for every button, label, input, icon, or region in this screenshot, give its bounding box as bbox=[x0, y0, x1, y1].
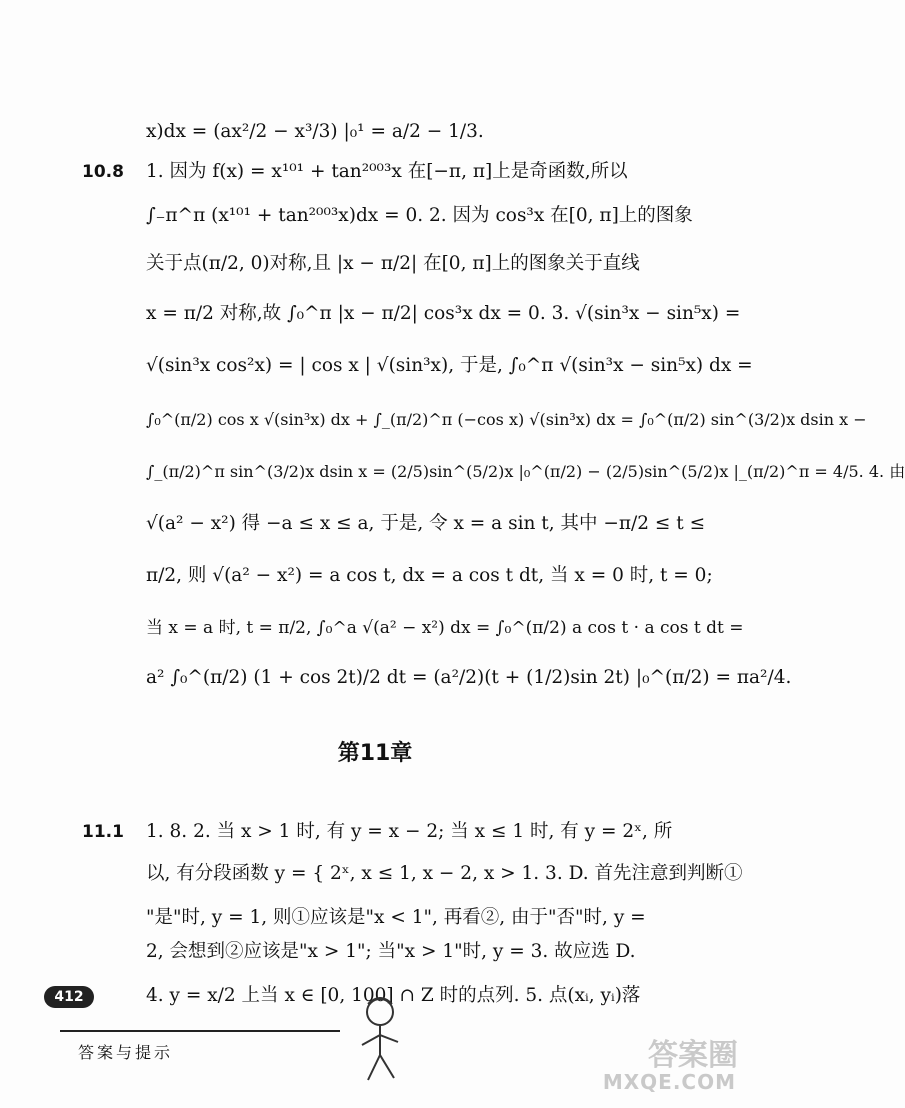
chapter-title: 第11章 bbox=[337, 741, 413, 766]
text-line: 1. 因为 f(x) = x¹⁰¹ + tan²⁰⁰³x 在[−π, π]上是奇函数,所以 bbox=[146, 161, 628, 182]
text-line: 关于点(π/2, 0)对称,且 |x − π/2| 在[0, π]上的图象关于直线 bbox=[146, 253, 640, 274]
text-line: 1. 8. 2. 当 x > 1 时, 有 y = x − 2; 当 x ≤ 1 时, 有 y = 2ˣ, 所 bbox=[146, 821, 673, 842]
text-line: √(sin³x cos²x) = | cos x | √(sin³x), 于是, ∫₀^π √(sin³x − sin⁵x) dx = bbox=[146, 355, 753, 376]
text-line: π/2, 则 √(a² − x²) = a cos t, dx = a cos t dt, 当 x = 0 时, t = 0; bbox=[146, 565, 713, 586]
text-line: ∫₀^(π/2) cos x √(sin³x) dx + ∫_(π/2)^π (−cos x) √(sin³x) dx = ∫₀^(π/2) sin^(3/2)x dsin x − bbox=[146, 410, 867, 429]
text-line: √(a² − x²) 得 −a ≤ x ≤ a, 于是, 令 x = a sin t, 其中 −π/2 ≤ t ≤ bbox=[146, 513, 706, 534]
footer-rule bbox=[60, 1030, 340, 1032]
text-line: x = π/2 对称,故 ∫₀^π |x − π/2| cos³x dx = 0. 3. √(sin³x − sin⁵x) = bbox=[146, 303, 741, 324]
text-line: a² ∫₀^(π/2) (1 + cos 2t)/2 dt = (a²/2)(t + (1/2)sin 2t) |₀^(π/2) = πa²/4. bbox=[146, 667, 792, 688]
text-line: "是"时, y = 1, 则①应该是"x < 1", 再看②, 由于"否"时, y = bbox=[146, 907, 646, 928]
section-number-11-1: 11.1 bbox=[82, 822, 124, 842]
text-line: ∫_(π/2)^π sin^(3/2)x dsin x = (2/5)sin^(5/2)x |₀^(π/2) − (2/5)sin^(5/2)x |_(π/2)^π = 4/5. 4. 由 bbox=[146, 462, 905, 481]
page-number-badge: 412 bbox=[44, 986, 94, 1008]
watermark-logo: 答案圈 bbox=[648, 1038, 738, 1073]
text-line: 2, 会想到②应该是"x > 1"; 当"x > 1"时, y = 3. 故应选 D. bbox=[146, 941, 636, 962]
text-line: ∫₋π^π (x¹⁰¹ + tan²⁰⁰³x)dx = 0. 2. 因为 cos³x 在[0, π]上的图象 bbox=[146, 205, 693, 226]
footer-label: 答案与提示 bbox=[78, 1043, 174, 1062]
text-line: x)dx = (ax²/2 − x³/3) |₀¹ = a/2 − 1/3. bbox=[146, 121, 484, 142]
text-line: 4. y = x/2 上当 x ∈ [0, 100] ∩ Z 时的点列. 5. 点(xᵢ, yᵢ)落 bbox=[146, 985, 641, 1006]
watermark-url: MXQE.COM bbox=[602, 1070, 736, 1094]
mascot-illustration bbox=[350, 990, 410, 1090]
section-number-10-8: 10.8 bbox=[82, 162, 124, 182]
text-line: 当 x = a 时, t = π/2, ∫₀^a √(a² − x²) dx = ∫₀^(π/2) a cos t · a cos t dt = bbox=[146, 618, 744, 638]
text-line: 以, 有分段函数 y = { 2ˣ, x ≤ 1, x − 2, x > 1. 3. D. 首先注意到判断① bbox=[146, 863, 743, 884]
